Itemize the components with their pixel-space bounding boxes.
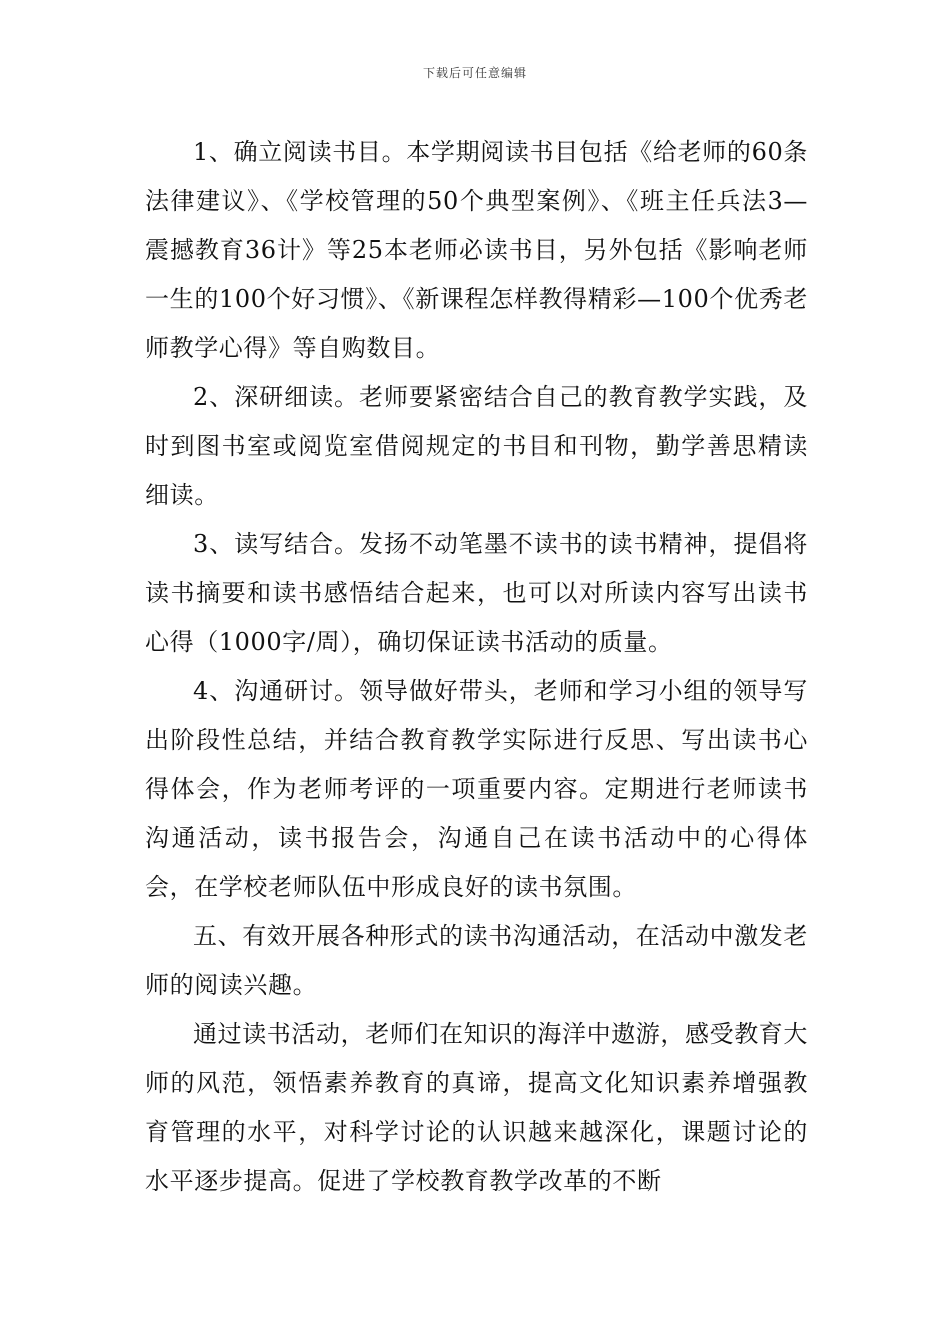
paragraph-summary: 通过读书活动，老师们在知识的海洋中遨游，感受教育大师的风范，领悟素养教育的真谛，提高文化知识素养增强教育管理的水平，对科学讨论的认识越来越深化，课题讨论的水平逐步提高。促进了学校教育教学改革的不断 xyxy=(145,1020,808,1195)
page-header-note: 下载后可任意编辑 xyxy=(422,66,527,80)
paragraph-reading-writing: 3、读写结合。发扬不动笔墨不读书的读书精神，提倡将读书摘要和读书感悟结合起来，也可以对所读内容写出读书心得（1000字/周），确切保证读书活动的质量。 xyxy=(145,530,808,656)
paragraph-reading-list: 1、确立阅读书目。本学期阅读书目包括《给老师的60条法律建议》、《学校管理的50个典型案例》、《班主任兵法3—震撼教育36计》等25本老师必读书目，另外包括《影响老师一生的100个好习惯》、《新课程怎样教得精彩—100个优秀老师教学心得》等自购数目。 xyxy=(145,138,808,362)
document-body xyxy=(145,128,808,1206)
paragraph-section-five: 五、有效开展各种形式的读书沟通活动，在活动中激发老师的阅读兴趣。 xyxy=(145,922,808,999)
paragraph-deep-reading: 2、深研细读。老师要紧密结合自己的教育教学实践，及时到图书室或阅览室借阅规定的书目和刊物，勤学善思精读细读。 xyxy=(145,383,808,509)
paragraph-communication: 4、沟通研讨。领导做好带头，老师和学习小组的领导写出阶段性总结，并结合教育教学实际进行反思、写出读书心得体会，作为老师考评的一项重要内容。定期进行老师读书沟通活动，读书报告会，沟通自己在读书活动中的心得体会，在学校老师队伍中形成良好的读书氛围。 xyxy=(145,677,808,901)
